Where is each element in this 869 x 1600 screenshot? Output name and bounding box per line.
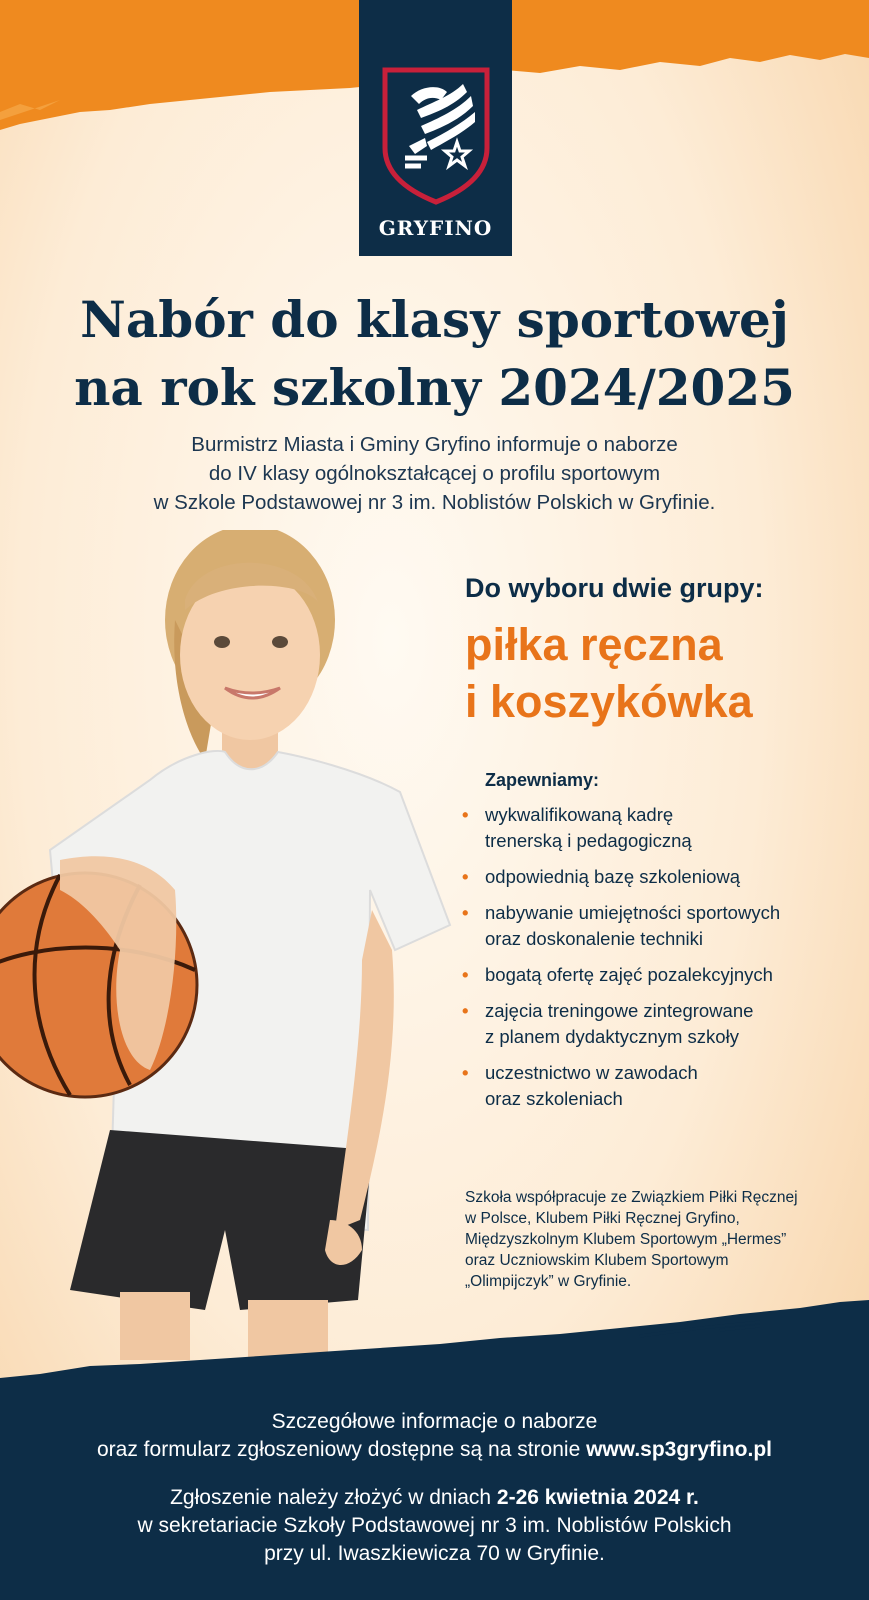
submission-text: Zgłoszenie należy złożyć w dniach 2-26 kwietnia 2024 r. w sekretariacie Szkoły Podstawowej nr 3 im. Noblistów Polskich przy ul. Iwaszkiewicza 70 w Gryfinie. xyxy=(137,1486,732,1565)
title-line-2: na rok szkolny 2024/2025 xyxy=(74,358,795,417)
bullet-icon: • xyxy=(462,964,469,985)
website-link[interactable]: www.sp3gryfino.pl xyxy=(586,1438,772,1461)
list-item: • bogatą ofertę zajęć pozalekcyjnych xyxy=(462,962,862,988)
bullet-icon: • xyxy=(462,1000,469,1021)
groups-heading: Do wyboru dwie grupy: xyxy=(465,573,764,603)
sport-basketball: i koszykówka xyxy=(465,676,753,727)
subtitle-line: w Szkole Podstawowej nr 3 im. Noblistów Polskich w Gryfinie. xyxy=(153,491,716,514)
cooperation-note: Szkoła współpracuje ze Związkiem Piłki Ręcznej w Polsce, Klubem Piłki Ręcznej Gryfino, Międzyszkolnym Klubem Sportowym „Hermes” oraz Uczniowskim Klubem Sportowym „Olimpijczyk” w Gryfinie. xyxy=(465,1189,798,1290)
provide-list xyxy=(462,802,862,1122)
logo-text: GRYFINO xyxy=(378,216,493,240)
submission-dates: 2-26 kwietnia 2024 r. xyxy=(496,1486,699,1509)
bullet-icon: • xyxy=(462,1062,469,1083)
announcement-text xyxy=(40,430,829,517)
subtitle-line: Burmistrz Miasta i Gminy Gryfino informuje o naborze xyxy=(191,433,678,456)
sport-handball: piłka ręczna xyxy=(465,619,723,670)
bullet-icon: • xyxy=(462,866,469,887)
list-item: • nabywanie umiejętności sportowych oraz doskonalenie techniki xyxy=(462,902,781,949)
page-title xyxy=(20,286,849,422)
provide-heading: Zapewniamy: xyxy=(485,770,600,790)
list-item: • zajęcia treningowe zintegrowane z planem dydaktycznym szkoły xyxy=(462,1000,754,1047)
bullet-icon: • xyxy=(462,804,469,825)
list-item: • wykwalifikowaną kadrę trenerską i pedagogiczną xyxy=(462,804,692,851)
girl-with-basketball-photo xyxy=(0,530,480,1360)
list-item: • odpowiednią bazę szkoleniową xyxy=(462,864,862,890)
info-text: Szczegółowe informacje o naborze oraz formularz zgłoszeniowy dostępne są na stronie www.sp3gryfino.pl xyxy=(97,1410,772,1461)
subtitle-line: do IV klasy ogólnokształcącej o profilu sportowym xyxy=(208,462,661,485)
gryfino-logo xyxy=(359,0,512,256)
griffin-shield-icon xyxy=(381,66,491,206)
title-line-1: Nabór do klasy sportowej xyxy=(80,290,789,349)
bullet-icon: • xyxy=(462,902,469,923)
list-item: • uczestnictwo w zawodach oraz szkoleniach xyxy=(462,1062,698,1109)
